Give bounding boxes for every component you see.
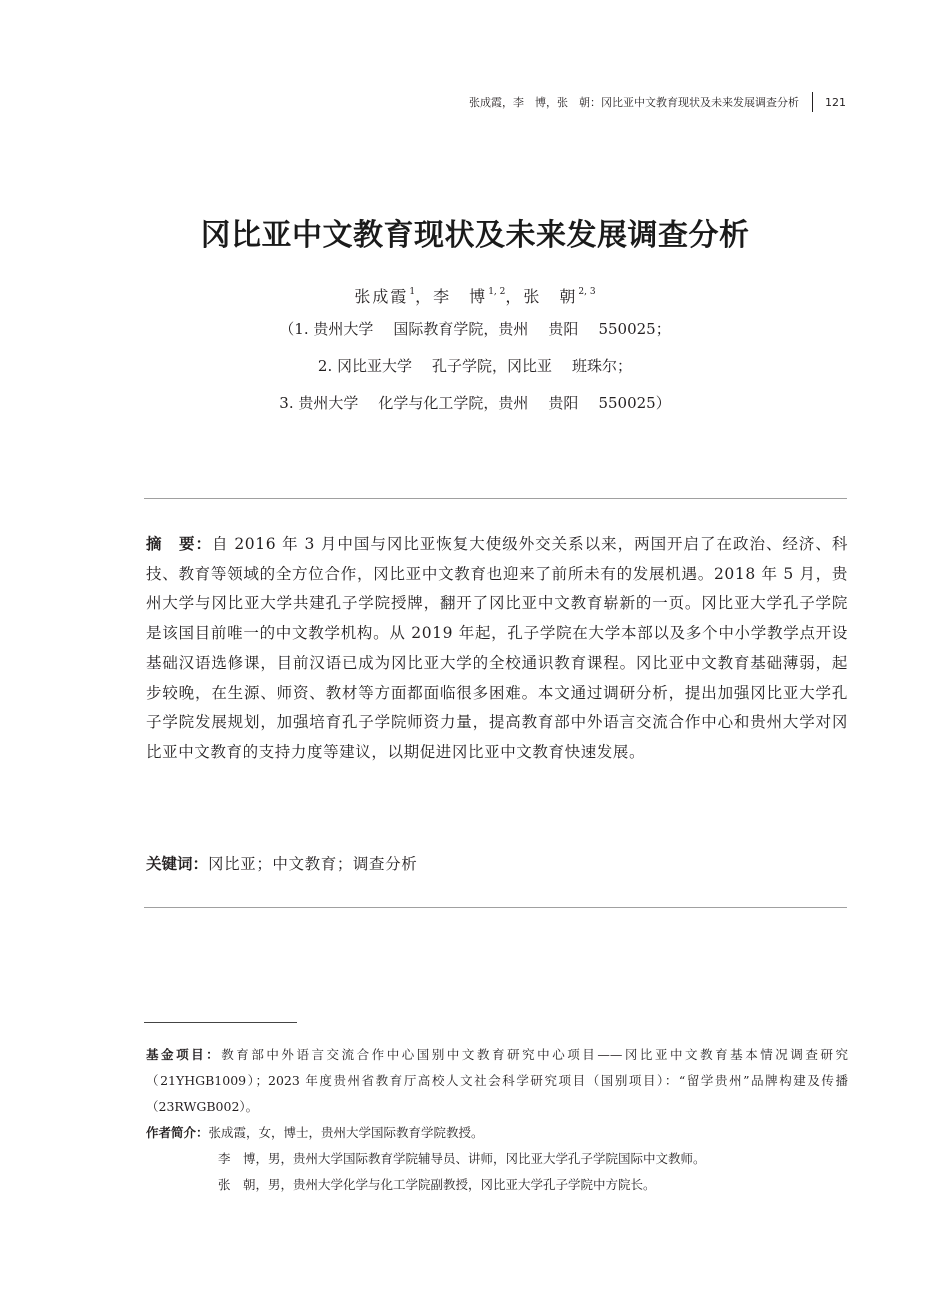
header-divider (812, 92, 813, 112)
author-bio: 李 博，男，贵州大学国际教育学院辅导员、讲师，冈比亚大学孔子学院国际中文教师。 (218, 1151, 706, 1166)
author-affil-mark: 1, 2 (488, 286, 506, 297)
footnotes (146, 1042, 848, 1198)
abstract-top-rule (144, 498, 847, 499)
footnote-rule (144, 1022, 297, 1023)
funding-note (146, 1042, 848, 1120)
author-bio: 张 朝，男，贵州大学化学与化工学院副教授，冈比亚大学孔子学院中方院长。 (218, 1177, 656, 1192)
keywords-label: 关键词： (146, 855, 209, 873)
funding-text: 教育部中外语言交流合作中心国别中文教育研究中心项目——冈比亚中文教育基本情况调查研究（21YHGB1009）；2023 年度贵州省教育厅高校人文社会科学研究项目（国别项目）：“留学贵州”品牌构建及传播（23RWGB002）。 (146, 1047, 848, 1114)
affiliation-line: 2. 冈比亚大学 孔子学院，冈比亚 班珠尔； (317, 357, 633, 375)
author-bio-label: 作者简介： (146, 1125, 209, 1140)
abstract-label: 摘 要： (146, 535, 212, 553)
abstract-bottom-rule (144, 907, 847, 908)
author-name: 李 博 (433, 287, 488, 306)
keywords (146, 850, 848, 878)
page-number: 121 (825, 95, 846, 109)
funding-label: 基金项目： (146, 1047, 222, 1062)
author-affil-mark: 2, 3 (578, 286, 596, 297)
abstract (146, 530, 848, 768)
author-bio: 作者简介：张成霞，女，博士，贵州大学国际教育学院教授。 (146, 1125, 484, 1140)
author-name: 张成霞 (354, 287, 409, 306)
article-title: 冈比亚中文教育现状及未来发展调查分析 (200, 218, 750, 253)
author-list: 张成霞$^1$，李 博$^{1, 2}$，张 朝$^{2, 3}$ (354, 286, 596, 306)
keywords-text: 冈比亚；中文教育；调查分析 (208, 855, 418, 873)
author-affil-mark: 1 (409, 286, 416, 297)
running-header (469, 92, 846, 112)
author-name: 张 朝 (523, 287, 578, 306)
affiliation-line: （1. 贵州大学 国际教育学院，贵州 贵阳 550025； (279, 320, 671, 338)
affiliation-line: 3. 贵州大学 化学与化工学院，贵州 贵阳 550025） (279, 394, 671, 412)
running-title: 张成霞，李 博，张 朝：冈比亚中文教育现状及未来发展调查分析 (469, 96, 799, 109)
abstract-text: 自 2016 年 3 月中国与冈比亚恢复大使级外交关系以来，两国开启了在政治、经济、科技、教育等领域的全方位合作，冈比亚中文教育也迎来了前所未有的发展机遇。2018 年 5 月，贵州大学与冈比亚大学共建孔子学院授牌，翻开了冈比亚中文教育崭新的一页。冈比亚大学孔子学院是该国目前唯一的中文教学机构。从 2019 年起，孔子学院在大学本部以及多个中小学教学点开设基础汉语选修课，目前汉语已成为冈比亚大学的全校通识教育课程。冈比亚中文教育基础薄弱，起步较晚，在生源、师资、教材等方面都面临很多困难。本文通过调研分析，提出加强冈比亚大学孔子学院发展规划，加强培育孔子学院师资力量，提高教育部中外语言交流合作中心和贵州大学对冈比亚中文教育的支持力度等建议，以期促进冈比亚中文教育快速发展。 (146, 535, 848, 761)
